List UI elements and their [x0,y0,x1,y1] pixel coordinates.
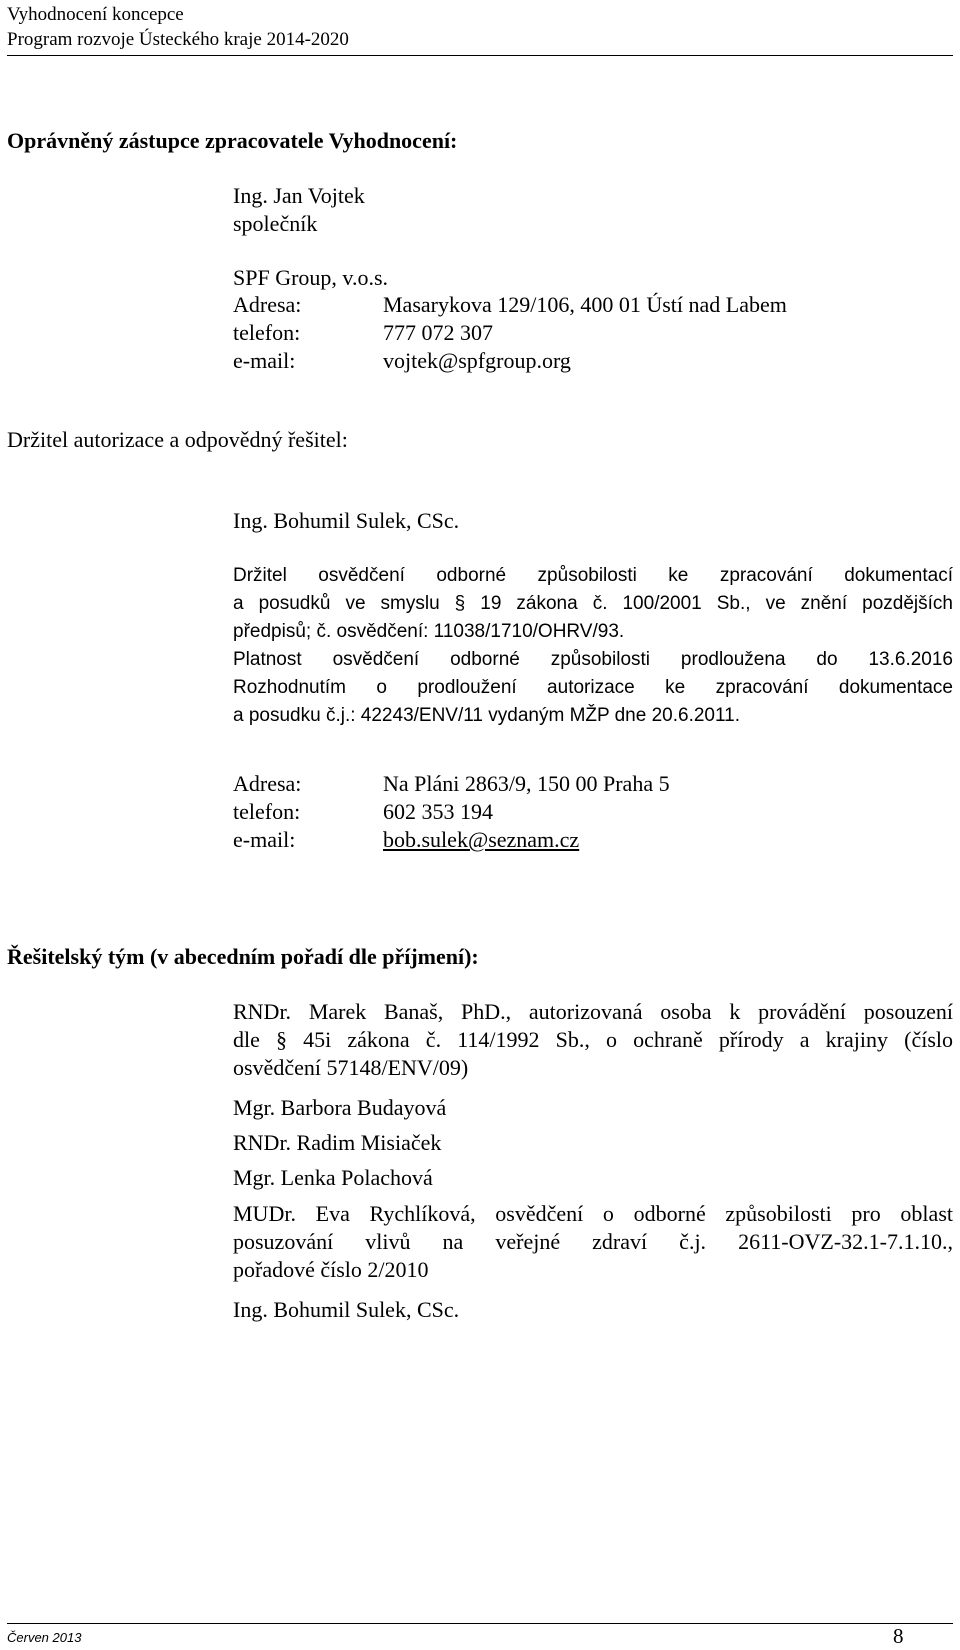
member-line: posuzování vlivů na veřejné zdraví č.j. 2611-OVZ-32.1-7.1.10., [233,1229,953,1254]
team-member [233,1200,953,1284]
footer-date: Červen 2013 [7,1630,82,1645]
cert-line: Platnost osvědčení odborné způsobilosti prodloužena do 13.6.2016 [233,649,953,670]
holder-heading: Držitel autorizace a odpovědný řešitel: [7,427,348,452]
representative-role: společník [233,211,318,236]
page-header [7,2,349,52]
address-label: Adresa: [233,771,302,796]
cert-line: a posudku č.j.: 42243/ENV/11 vydaným MŽP dne 20.6.2011. [233,705,740,726]
header-subtitle: Program rozvoje Ústeckého kraje 2014-2020 [7,29,349,50]
team-heading: Řešitelský tým (v abecedním pořadí dle příjmení): [7,944,479,969]
member-line: osvědčení 57148/ENV/09) [233,1055,469,1080]
phone-value: 602 353 194 [383,799,493,824]
cert-line: Držitel osvědčení odborné způsobilosti ke zpracování dokumentací [233,565,953,586]
team-member: Mgr. Lenka Polachová [233,1165,433,1190]
holder-address-row [233,771,670,797]
email-label: e-mail: [233,348,296,373]
holder-phone-row [233,799,493,825]
email-label: e-mail: [233,827,296,852]
email-link[interactable]: bob.sulek@seznam.cz [383,827,580,852]
representative-email-row [233,348,571,374]
email-value: vojtek@spfgroup.org [383,348,571,373]
address-value: Na Pláni 2863/9, 150 00 Praha 5 [383,771,670,796]
member-line: RNDr. Marek Banaš, PhD., autorizovaná osoba k provádění posouzení [233,999,953,1024]
team-member: Mgr. Barbora Budayová [233,1095,447,1120]
page-number: 8 [893,1624,904,1648]
holder-email-row [233,827,579,853]
representative-name: Ing. Jan Vojtek [233,183,365,208]
representative-heading: Oprávněný zástupce zpracovatele Vyhodnocení: [7,128,458,153]
cert-line: předpisů; č. osvědčení: 11038/1710/OHRV/93. [233,621,625,642]
holder-name: Ing. Bohumil Sulek, CSc. [233,508,460,533]
team-member: Ing. Bohumil Sulek, CSc. [233,1297,460,1322]
footer-divider [7,1623,953,1624]
member-line: dle § 45i zákona č. 114/1992 Sb., o ochraně přírody a krajiny (číslo [233,1027,953,1052]
phone-label: telefon: [233,799,301,824]
address-label: Adresa: [233,292,302,317]
cert-line: a posudků ve smyslu § 19 zákona č. 100/2001 Sb., ve znění pozdějších [233,593,953,614]
holder-certification [233,562,953,730]
representative-phone-row [233,320,493,346]
team-member [233,998,953,1082]
address-value: Masarykova 129/106, 400 01 Ústí nad Labem [383,292,787,317]
representative-address-row [233,292,787,318]
member-line: pořadové číslo 2/2010 [233,1257,429,1282]
member-line: MUDr. Eva Rychlíková, osvědčení o odborné způsobilosti pro oblast [233,1201,953,1226]
phone-value: 777 072 307 [383,320,493,345]
phone-label: telefon: [233,320,301,345]
header-title: Vyhodnocení koncepce [7,4,184,25]
representative-company: SPF Group, v.o.s. [233,265,389,290]
cert-line: Rozhodnutím o prodloužení autorizace ke zpracování dokumentace [233,677,953,698]
team-member: RNDr. Radim Misiaček [233,1130,442,1155]
header-divider [7,55,953,56]
